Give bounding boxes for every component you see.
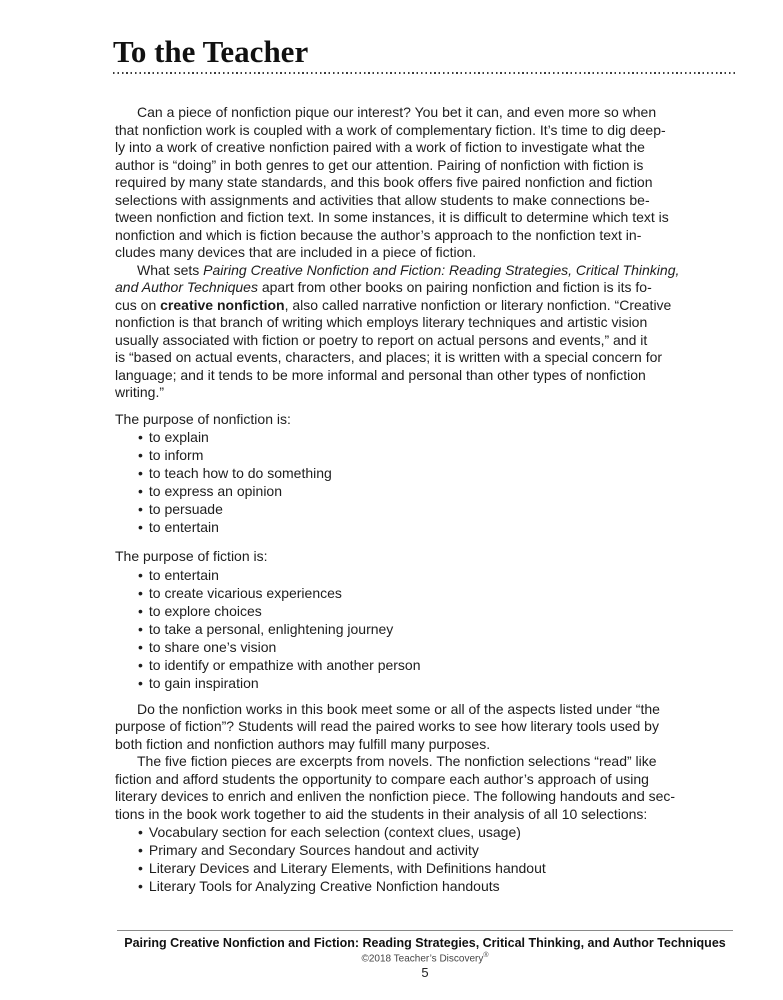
text-segment: cus on: [115, 296, 161, 313]
book-title-italic: and Author Techniques: [115, 279, 258, 295]
bullet-icon: •: [138, 860, 143, 876]
key-term-bold: creative nonfiction: [160, 296, 285, 313]
list-item-text: to express an opinion: [148, 483, 282, 499]
list-item: [138, 602, 743, 620]
list-item-text: to gain inspiration: [148, 674, 259, 691]
list-item: [138, 464, 743, 482]
paragraph-do-works: [115, 701, 743, 754]
text-line: literary devices to enrich and enliven the nonfiction piece. The following handouts and sec-: [115, 788, 676, 804]
bullet-icon: •: [138, 878, 143, 894]
list-item: [138, 482, 743, 500]
bullet-icon: •: [138, 584, 143, 601]
footer-book-title: Pairing Creative Nonfiction and Fiction: Reading Strategies, Critical Thinking, and Author Techniques: [124, 936, 726, 950]
list-item-text: to entertain: [148, 566, 219, 583]
copyright-text: ©2018 Teacher’s Discovery: [361, 953, 484, 965]
nonfiction-purpose-list: [115, 428, 743, 536]
registered-mark-icon: ®: [483, 952, 489, 959]
text-line: is “based on actual events, characters, and places; it is written with a special concern for: [115, 349, 663, 365]
text-line: language; and it tends to be more informal and personal than other types of nonfiction: [115, 366, 646, 383]
bullet-icon: •: [138, 656, 143, 673]
bullet-icon: •: [138, 519, 143, 535]
footer-divider: [117, 930, 733, 931]
bullet-icon: •: [138, 824, 143, 840]
list-item-text: Primary and Secondary Sources handout and activity: [148, 842, 479, 858]
page-header: [0, 0, 783, 74]
bullet-icon: •: [138, 620, 143, 637]
list-item-text: to share one’s vision: [148, 638, 277, 655]
bullet-icon: •: [138, 429, 143, 445]
text-line: Can a piece of nonfiction pique our interest? You bet it can, and even more so when: [137, 104, 657, 120]
text-line: ly into a work of creative nonfiction paired with a work of fiction to investigate what the: [115, 139, 645, 155]
text-line: nonfiction and which is fiction because the author’s approach to the nonfiction text in-: [115, 226, 642, 243]
list-item-text: to explore choices: [148, 602, 262, 619]
list-item: [138, 674, 743, 692]
list-item: [138, 446, 743, 464]
page-title: To the Teacher: [113, 34, 309, 69]
bullet-icon: •: [138, 501, 143, 517]
list-item: [138, 859, 743, 877]
paragraph-what-sets: [115, 262, 743, 402]
paragraph-five-fiction: [115, 753, 743, 823]
fiction-purpose-heading: The purpose of fiction is:: [115, 548, 268, 564]
text-segment: apart from other books on pairing nonfiction and fiction is its fo-: [257, 279, 652, 295]
bullet-icon: •: [138, 465, 143, 481]
text-line: [115, 262, 743, 280]
list-item: [138, 823, 743, 841]
list-item-text: Vocabulary section for each selection (context clues, usage): [148, 824, 521, 840]
text-line: tween nonfiction and fiction text. In some instances, it is difficult to determine which text is: [115, 209, 669, 225]
fiction-purpose-list: [115, 566, 743, 692]
list-item: [138, 638, 743, 656]
list-item-text: to create vicarious experiences: [148, 584, 342, 601]
list-item: [138, 428, 743, 446]
list-item-text: to explain: [148, 429, 209, 445]
paragraph-intro: [115, 104, 743, 262]
nonfiction-purpose-heading: The purpose of nonfiction is:: [115, 410, 291, 427]
list-item: [138, 656, 743, 674]
bullet-icon: •: [138, 602, 143, 619]
text-line: purpose of fiction”? Students will read the paired works to see how literary tools used by: [115, 718, 659, 734]
footer-copyright: [117, 952, 733, 964]
list-item: [138, 566, 743, 584]
text-line: cludes many devices that are included in a piece of fiction.: [115, 244, 477, 260]
bullet-icon: •: [138, 566, 143, 583]
list-item: [138, 584, 743, 602]
text-line: [115, 297, 743, 315]
list-item: [138, 518, 743, 536]
bullet-icon: •: [138, 674, 143, 691]
book-title-italic: Pairing Creative Nonfiction and Fiction: Reading Strategies, Critical Thinking,: [203, 261, 680, 278]
text-line: Do the nonfiction works in this book meet some or all of the aspects listed under “the: [137, 700, 660, 717]
text-line: writing.”: [115, 384, 165, 400]
list-item-text: to entertain: [148, 519, 219, 535]
text-line: usually associated with fiction or poetry to report on actual persons and events,” and it: [115, 331, 648, 348]
list-item-text: Literary Tools for Analyzing Creative Nonfiction handouts: [148, 878, 500, 894]
text-line: tions in the book work together to aid the students in their analysis of all 10 selections:: [115, 805, 648, 822]
bullet-icon: •: [138, 638, 143, 655]
page-content: [0, 74, 783, 895]
list-item: [138, 500, 743, 518]
text-segment: What sets: [137, 261, 204, 278]
bullet-icon: •: [138, 483, 143, 499]
bullet-icon: •: [138, 842, 143, 858]
text-line: selections with assignments and activities that allow students to make connections be-: [115, 191, 650, 208]
text-line: nonfiction is that branch of writing which employs literary techniques and artistic vision: [115, 314, 648, 330]
list-item-text: to teach how to do something: [148, 465, 332, 481]
list-item-text: to inform: [148, 447, 204, 463]
text-line: fiction and afford students the opportunity to compare each author’s approach of using: [115, 770, 649, 787]
list-item-text: to persuade: [148, 501, 223, 517]
text-line: [115, 279, 743, 297]
page-footer: [117, 930, 733, 980]
page-number: 5: [421, 965, 429, 981]
list-item: [138, 620, 743, 638]
bullet-icon: •: [138, 447, 143, 463]
text-line: both fiction and nonfiction authors may fulfill many purposes.: [115, 735, 491, 752]
text-line: that nonfiction work is coupled with a work of complementary fiction. It’s time to dig deep-: [115, 121, 666, 138]
handouts-list: [115, 823, 743, 895]
list-item: [138, 841, 743, 859]
list-item: [138, 877, 743, 895]
list-item-text: Literary Devices and Literary Elements, with Definitions handout: [148, 860, 546, 876]
text-line: required by many state standards, and this book offers five paired nonfiction and fiction: [115, 174, 653, 190]
text-segment: , also called narrative nonfiction or literary nonfiction. “Creative: [284, 296, 672, 313]
list-item-text: to identify or empathize with another person: [148, 656, 421, 673]
text-line: The five fiction pieces are excerpts from novels. The nonfiction selections “read” like: [137, 753, 657, 769]
list-item-text: to take a personal, enlightening journey: [148, 620, 394, 637]
text-line: author is “doing” in both genres to get our attention. Pairing of nonfiction with fiction is: [115, 156, 644, 173]
